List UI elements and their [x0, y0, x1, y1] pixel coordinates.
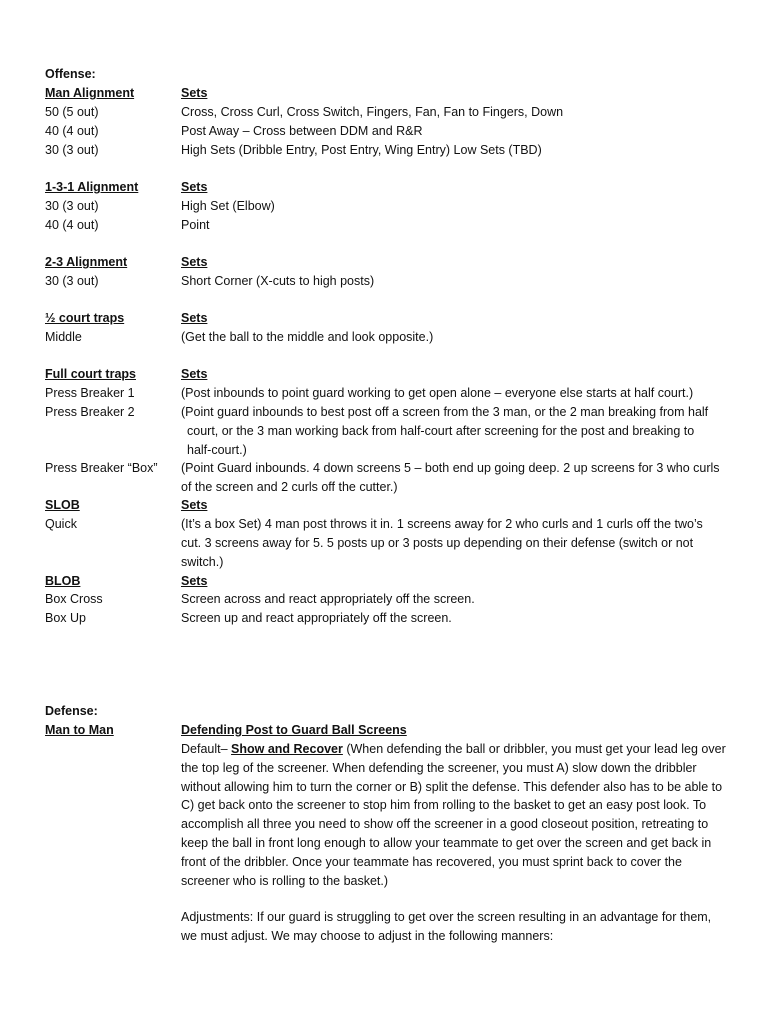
alignment-1-3-1-heading: 1-3-1 Alignment [45, 180, 139, 194]
row-label: 50 (5 out) [45, 105, 99, 119]
sets-header: Sets [181, 574, 208, 588]
row-text: (Get the ball to the middle and look opposite.) [181, 330, 434, 344]
row-label: 30 (3 out) [45, 274, 99, 288]
default-term: Show and Recover [231, 742, 343, 756]
row-text: Short Corner (X-cuts to high posts) [181, 274, 375, 288]
row-label: 30 (3 out) [45, 199, 99, 213]
row-text-continued: half-court.) [187, 443, 247, 457]
default-body: (When defending the ball or dribbler, you must get your lead leg over the top leg of the screener. When defending the screener, you must A) slow down the dribbler without allowing him to turn the corner or B) split the defense. This defender also has to be able to C) get back onto the screener to stop him from rolling to the basket to get an easy post look. To accomplish all three you need to show off the screener in a good closeout position, retreating to keep the ball in front long enough to allow your teammate to get over the screen and get back in front of the dribbler. Once your teammate has recovered, you must sprint back to cover the screener who is rolling to the basket.) [181, 742, 726, 888]
row-text: Screen up and react appropriately off the screen. [181, 611, 452, 625]
sets-header: Sets [181, 498, 208, 512]
row-text: High Set (Elbow) [181, 199, 275, 213]
row-text: Point [181, 218, 210, 232]
adjustments-paragraph: Adjustments: If our guard is struggling to get over the screen resulting in an advantage for them, we must adjust. We may choose to adjust in the following manners: [181, 910, 712, 943]
row-text-continued: court, or the 3 man working back from half-court after screening for the post and breaking to [187, 424, 695, 438]
row-label: Box Up [45, 611, 86, 625]
row-label: Press Breaker 2 [45, 405, 135, 419]
section-title: Defending Post to Guard Ball Screens [181, 723, 407, 737]
full-court-traps-heading: Full court traps [45, 367, 136, 381]
row-label: 40 (4 out) [45, 124, 99, 138]
row-label: 30 (3 out) [45, 143, 99, 157]
row-label: Press Breaker 1 [45, 386, 135, 400]
sets-header: Sets [181, 86, 208, 100]
row-label: Quick [45, 517, 77, 531]
man-to-man-heading: Man to Man [45, 723, 114, 737]
default-paragraph [181, 740, 729, 890]
row-label: 40 (4 out) [45, 218, 99, 232]
row-label: Press Breaker “Box” [45, 461, 158, 475]
row-text: Cross, Cross Curl, Cross Switch, Fingers, Fan, Fan to Fingers, Down [181, 105, 564, 119]
row-text: (Point guard inbounds to best post off a screen from the 3 man, or the 2 man breaking from half [181, 405, 709, 419]
slob-heading: SLOB [45, 498, 80, 512]
defense-heading: Defense: [45, 704, 98, 718]
row-text: Screen across and react appropriately off the screen. [181, 592, 475, 606]
row-text: High Sets (Dribble Entry, Post Entry, Wing Entry) Low Sets (TBD) [181, 143, 542, 157]
offense-heading: Offense: [45, 67, 96, 81]
blob-heading: BLOB [45, 574, 81, 588]
alignment-2-3-heading: 2-3 Alignment [45, 255, 128, 269]
man-alignment-heading: Man Alignment [45, 86, 135, 100]
row-text-continued: of the screen and 2 curls off the cutter.) [181, 480, 398, 494]
row-text: Post Away – Cross between DDM and R&R [181, 124, 423, 138]
row-text-continued: switch.) [181, 555, 224, 569]
sets-header: Sets [181, 180, 208, 194]
row-label: Middle [45, 330, 82, 344]
row-text: (Point Guard inbounds. 4 down screens 5 – both end up going deep. 2 up screens for 3 who curls [181, 461, 720, 475]
default-prefix: Default– [181, 742, 232, 756]
row-label: Box Cross [45, 592, 103, 606]
row-text: (It’s a box Set) 4 man post throws it in. 1 screens away for 2 who curls and 1 curls off the two’s [181, 517, 703, 531]
sets-header: Sets [181, 311, 208, 325]
row-text-continued: cut. 3 screens away for 5. 5 posts up or 3 posts up depending on their defense (switch or not [181, 536, 694, 550]
row-text: (Post inbounds to point guard working to get open alone – everyone else starts at half court.) [181, 386, 694, 400]
half-court-traps-heading: ½ court traps [45, 311, 125, 325]
sets-header: Sets [181, 255, 208, 269]
sets-header: Sets [181, 367, 208, 381]
